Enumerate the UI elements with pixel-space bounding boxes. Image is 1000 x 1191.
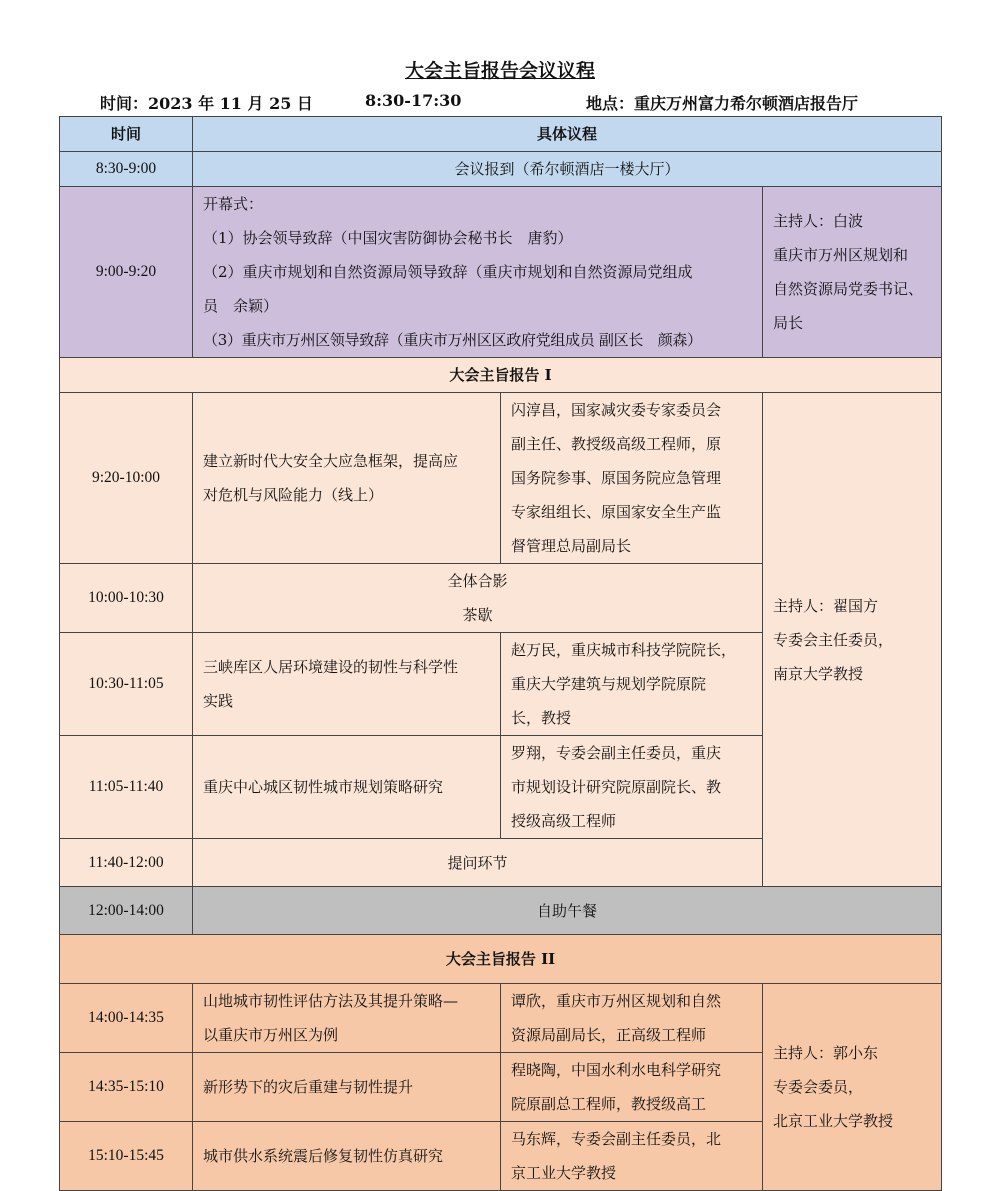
speaker-line: 罗翔，专委会副主任委员，重庆 xyxy=(511,744,722,762)
opening-line: （3）重庆市万州区领导致辞（重庆市万州区区政府党组成员 副区长 颜森） xyxy=(203,331,702,349)
speaker-line: 督管理总局副局长 xyxy=(511,537,632,555)
speaker-line: 资源局副局长，正高级工程师 xyxy=(511,1026,707,1044)
opening-row xyxy=(60,187,942,358)
speaker-line: 程晓陶，中国水利水电科学研究 xyxy=(511,1061,722,1079)
host-line: 主持人：郭小东 xyxy=(773,1044,879,1062)
talk-speaker xyxy=(501,393,763,564)
talk-topic xyxy=(193,984,501,1053)
host-line: 自然资源局党委书记、 xyxy=(773,280,924,298)
registration-text: 会议报到（希尔顿酒店一楼大厅） xyxy=(193,152,942,187)
section-title-row xyxy=(60,935,942,984)
talk-topic xyxy=(193,633,501,736)
speaker-line: 院原副总工程师，教授级高工 xyxy=(511,1095,707,1113)
talk-row xyxy=(60,393,942,564)
speaker-line: 专家组组长、原国家安全生产监 xyxy=(511,503,722,521)
lunch-row xyxy=(60,887,942,935)
agenda-table xyxy=(59,116,942,1191)
talk-topic xyxy=(193,1122,501,1191)
host-line: 局长 xyxy=(773,314,804,332)
host-line: 主持人：白波 xyxy=(773,212,864,230)
speaker-line: 长，教授 xyxy=(511,709,572,727)
speaker-line: 闪淳昌，国家减灾委专家委员会 xyxy=(511,401,722,419)
photo-content xyxy=(193,564,763,633)
section2-host xyxy=(763,984,942,1191)
section1-title: 大会主旨报告 I xyxy=(60,358,942,393)
talk-speaker xyxy=(501,984,763,1053)
opening-content xyxy=(193,187,763,358)
section-title-row xyxy=(60,358,942,393)
speaker-line: 重庆大学建筑与规划学院原院 xyxy=(511,675,707,693)
section2-title: 大会主旨报告 II xyxy=(60,935,942,984)
topic-line: 以重庆市万州区为例 xyxy=(203,1026,339,1044)
qa-text: 提问环节 xyxy=(193,839,763,887)
time-cell: 9:00-9:20 xyxy=(60,187,193,358)
talk-topic xyxy=(193,736,501,839)
time-cell: 9:20-10:00 xyxy=(60,393,193,564)
opening-line: 员 余颖） xyxy=(203,297,279,315)
time-cell: 11:40-12:00 xyxy=(60,839,193,887)
time-cell: 8:30-9:00 xyxy=(60,152,193,187)
host-line: 专委会主任委员， xyxy=(773,630,894,649)
opening-line: （1）协会领导致辞（中国灾害防御协会秘书长 唐豹） xyxy=(203,229,573,247)
speaker-line: 授级高级工程师 xyxy=(511,812,617,830)
topic-line: 三峡库区人居环境建设的韧性与科学性 xyxy=(203,658,459,676)
time-cell: 12:00-14:00 xyxy=(60,887,193,935)
header-time: 时间 xyxy=(60,117,193,152)
topic-line: 实践 xyxy=(203,692,234,710)
photo-line: 全体合影 xyxy=(447,572,508,590)
speaker-line: 市规划设计研究院原副院长、教 xyxy=(511,778,722,796)
talk-speaker xyxy=(501,736,763,839)
talk-row xyxy=(60,984,942,1053)
lunch-text: 自助午餐 xyxy=(193,887,942,935)
registration-row xyxy=(60,152,942,187)
topic-line: 城市供水系统震后修复韧性仿真研究 xyxy=(203,1147,444,1165)
talk-speaker xyxy=(501,1053,763,1122)
photo-line: 茶歇 xyxy=(462,606,493,624)
speaker-line: 副主任、教授级高级工程师，原 xyxy=(511,435,722,453)
meeting-date: 时间：2023 年 11 月 25 日 xyxy=(100,94,313,113)
page-title: 大会主旨报告会议议程 xyxy=(404,60,595,82)
topic-line: 山地城市韧性评估方法及其提升策略— xyxy=(203,992,459,1010)
time-cell: 14:35-15:10 xyxy=(60,1053,193,1122)
speaker-line: 赵万民，重庆城市科技学院院长， xyxy=(511,641,737,659)
meeting-time: 8:30-17:30 xyxy=(365,91,462,110)
topic-line: 重庆中心城区韧性城市规划策略研究 xyxy=(203,778,444,796)
speaker-line: 京工业大学教授 xyxy=(511,1164,617,1182)
topic-line: 对危机与风险能力（线上） xyxy=(203,486,384,504)
topic-line: 建立新时代大安全大应急框架，提高应 xyxy=(203,452,459,470)
talk-topic xyxy=(193,1053,501,1122)
opening-line: （2）重庆市规划和自然资源局领导致辞（重庆市规划和自然资源局党组成 xyxy=(203,263,693,281)
host-line: 专委会委员， xyxy=(773,1078,864,1096)
time-cell: 10:00-10:30 xyxy=(60,564,193,633)
host-line: 重庆市万州区规划和 xyxy=(773,246,909,264)
host-line: 南京大学教授 xyxy=(773,664,864,683)
speaker-line: 马东辉，专委会副主任委员，北 xyxy=(511,1130,722,1148)
header-agenda: 具体议程 xyxy=(193,117,942,152)
time-cell: 11:05-11:40 xyxy=(60,736,193,839)
table-header-row xyxy=(60,117,942,152)
talk-topic xyxy=(193,393,501,564)
time-cell: 14:00-14:35 xyxy=(60,984,193,1053)
talk-speaker xyxy=(501,1122,763,1191)
meeting-place: 地点：重庆万州富力希尔顿酒店报告厅 xyxy=(586,94,859,113)
speaker-line: 谭欣，重庆市万州区规划和自然 xyxy=(511,992,722,1010)
talk-speaker xyxy=(501,633,763,736)
opening-line: 开幕式： xyxy=(203,195,264,213)
topic-line: 新形势下的灾后重建与韧性提升 xyxy=(203,1078,414,1096)
time-cell: 15:10-15:45 xyxy=(60,1122,193,1191)
opening-host xyxy=(763,187,942,358)
time-cell: 10:30-11:05 xyxy=(60,633,193,736)
speaker-line: 国务院参事、原国务院应急管理 xyxy=(511,469,722,487)
host-line: 北京工业大学教授 xyxy=(773,1112,894,1130)
section1-host xyxy=(763,393,942,887)
host-line: 主持人：翟国方 xyxy=(773,596,879,615)
